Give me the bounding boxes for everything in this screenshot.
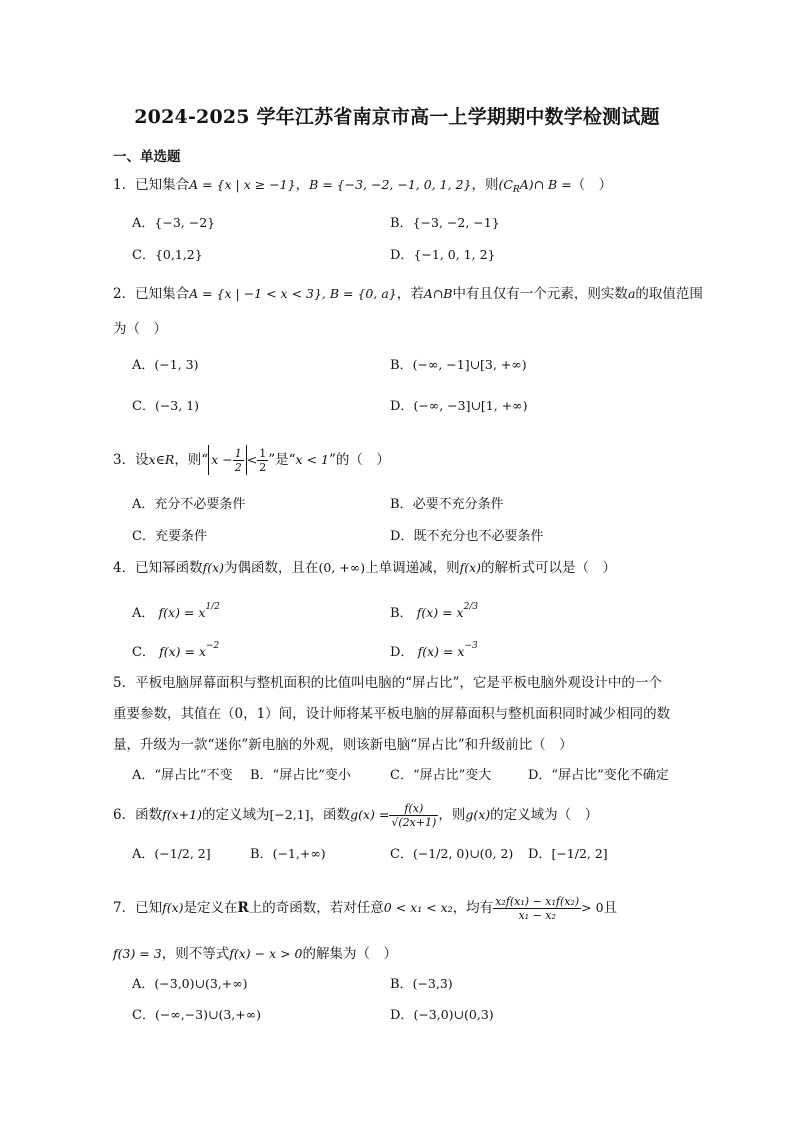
q6-g-function: g(x) = [350, 807, 390, 822]
q2-variable: a [627, 286, 636, 301]
page-title: 2024-2025 学年江苏省南京市高一上学期期中数学检测试题 [134, 106, 660, 128]
question-5-line-3: 量，升级为一款“迷你”新电脑的外观，则该新电脑“屏占比”和升级前比（ ） [113, 737, 573, 753]
q6-function: f(x+1) [162, 807, 202, 822]
q2-sets: A = {x | −1 < x < 3}, B = {0, a} [189, 286, 397, 301]
q7-condition: 0 < x₁ < x₂ [383, 900, 453, 915]
q5-option-b: B．“屏占比”变小 [250, 768, 351, 783]
q6-domain: [−2,1] [269, 807, 310, 822]
question-2-stem: 2．已知集合A = {x | −1 < x < 3}, B = {0, a}，若A∩B中有且仅有一个元素，则实数a的取值范围 [113, 286, 703, 302]
q5-option-d: D．“屏占比”变化不确定 [528, 768, 669, 783]
q2-option-a: A．(−1, 3) [132, 357, 199, 373]
q4-function: f(x) [459, 560, 482, 575]
q1-expression: (C [498, 177, 513, 192]
question-5-line-1: 5．平板电脑屏幕面积与整机面积的比值叫电脑的“屏占比”，它是平板电脑外观设计中的一个 [113, 675, 662, 691]
q2-intersection: A∩B [423, 286, 453, 301]
q4-function: f(x) [202, 560, 225, 575]
q3-option-a: A．充分不必要条件 [132, 497, 246, 512]
q1-option-b: B．{−3, −2, −1} [390, 215, 500, 231]
question-7-stem-line2: f(3) = 3，则不等式f(x) − x > 0的解集为（ ） [113, 946, 397, 962]
q3-condition-2: x < 1 [295, 452, 329, 467]
q1-expression: A)∩ B = [519, 177, 572, 192]
q1-expression-subscript: R [512, 185, 520, 195]
q3-absolute-value: x − $\frac{1}{2}$ [208, 445, 247, 475]
q2-option-c: C．(−3, 1) [132, 398, 200, 414]
q6-option-b: B．(−1,+∞) [250, 846, 326, 862]
question-7-stem: 7．已知f(x)是定义在R上的奇函数，若对任意0 < x₁ < x₂，均有 $\frac{\text{x₂f(x₁) − x₁f(x₂)}}{\text{x₁ − x₂}}$ > 0且 [113, 895, 618, 922]
q3-fraction: $\frac{1}{2}$ [259, 447, 267, 474]
section-heading: 一、单选题 [113, 149, 181, 165]
question-3-stem: 3．设x∈R，则“ x − $\frac{1}{2}$ < $\frac{1}{2}$ ”是“x < 1”的（ ） [113, 447, 390, 474]
q3-option-d: D．既不充分也不必要条件 [390, 529, 544, 544]
q1-set-a: A = {x | x ≥ −1} [189, 177, 296, 192]
q4-interval: (0, +∞) [318, 560, 366, 575]
question-1-stem [113, 176, 612, 199]
q1-set-b: B = {−3, −2, −1, 0, 1, 2} [309, 177, 472, 192]
q5-option-a: A．“屏占比”不变 [132, 768, 233, 783]
q6-fraction: $\frac{f(x)}{√(2x+1)}$ [391, 802, 437, 829]
q7-option-a: A．(−3,0)∪(3,+∞) [132, 976, 248, 992]
q4-option-b: B． $f(x) = x^{2/3}$ [390, 602, 479, 621]
q4-option-d: D． $f(x) = x^{-3}$ [390, 641, 478, 660]
q3-condition: x∈R [148, 452, 175, 467]
q7-option-d: D．(−3,0)∪(0,3) [390, 1007, 494, 1023]
q1-text: 1．已知集合 [113, 177, 190, 193]
q7-real-numbers: R [237, 900, 249, 916]
q1-text: ， [295, 177, 310, 193]
q1-option-d: D．{−1, 0, 1, 2} [390, 247, 496, 263]
q7-fraction: $\frac{\text{x₂f(x₁) − x₁f(x₂)}}{\text{x₁ − x₂}}$ [495, 895, 580, 922]
question-6-stem: 6．函数f(x+1)的定义域为[−2,1]，函数g(x) = $\frac{f(x)}{√(2x+1)}$ ，则g(x)的定义域为（ ） [113, 802, 599, 829]
q6-option-c: C．(−1/2, 0)∪(0, 2) [390, 846, 514, 862]
q1-text: ，则 [471, 177, 499, 193]
q6-option-a: A．(−1/2, 2] [132, 846, 211, 862]
q4-option-a: A． $f(x) = x^{1/2}$ [132, 602, 220, 621]
q1-option-c: C．{0,1,2} [132, 247, 203, 263]
question-4-stem: 4．已知幂函数f(x)为偶函数，且在(0, +∞)上单调递减，则f(x)的解析式可以是（ ） [113, 560, 617, 576]
q3-option-b: B．必要不充分条件 [390, 497, 504, 512]
q1-option-a: A．{−3, −2} [132, 215, 216, 231]
q7-inequality: f(x) − x > 0 [229, 946, 303, 961]
q4-option-c: C． $f(x) = x^{-2}$ [132, 641, 220, 660]
q1-blank: （ ） [571, 177, 613, 193]
question-5-line-2: 重要参数，其值在（0，1）间，设计师将某平板电脑的屏幕面积与整机面积同时减少相同的数 [113, 706, 671, 722]
question-2-stem-line2: 为（ ） [113, 321, 167, 337]
q7-option-c: C．(−∞,−3)∪(3,+∞) [132, 1007, 262, 1023]
q2-option-d: D．(−∞, −3]∪[1, +∞) [390, 398, 528, 414]
q7-option-b: B．(−3,3) [390, 976, 453, 992]
q5-option-c: C．“屏占比”变大 [390, 768, 492, 783]
q6-option-d: D．[−1/2, 2] [528, 846, 608, 862]
q3-option-c: C．充要条件 [132, 529, 207, 544]
q2-option-b: B．(−∞, −1]∪[3, +∞) [390, 357, 527, 373]
